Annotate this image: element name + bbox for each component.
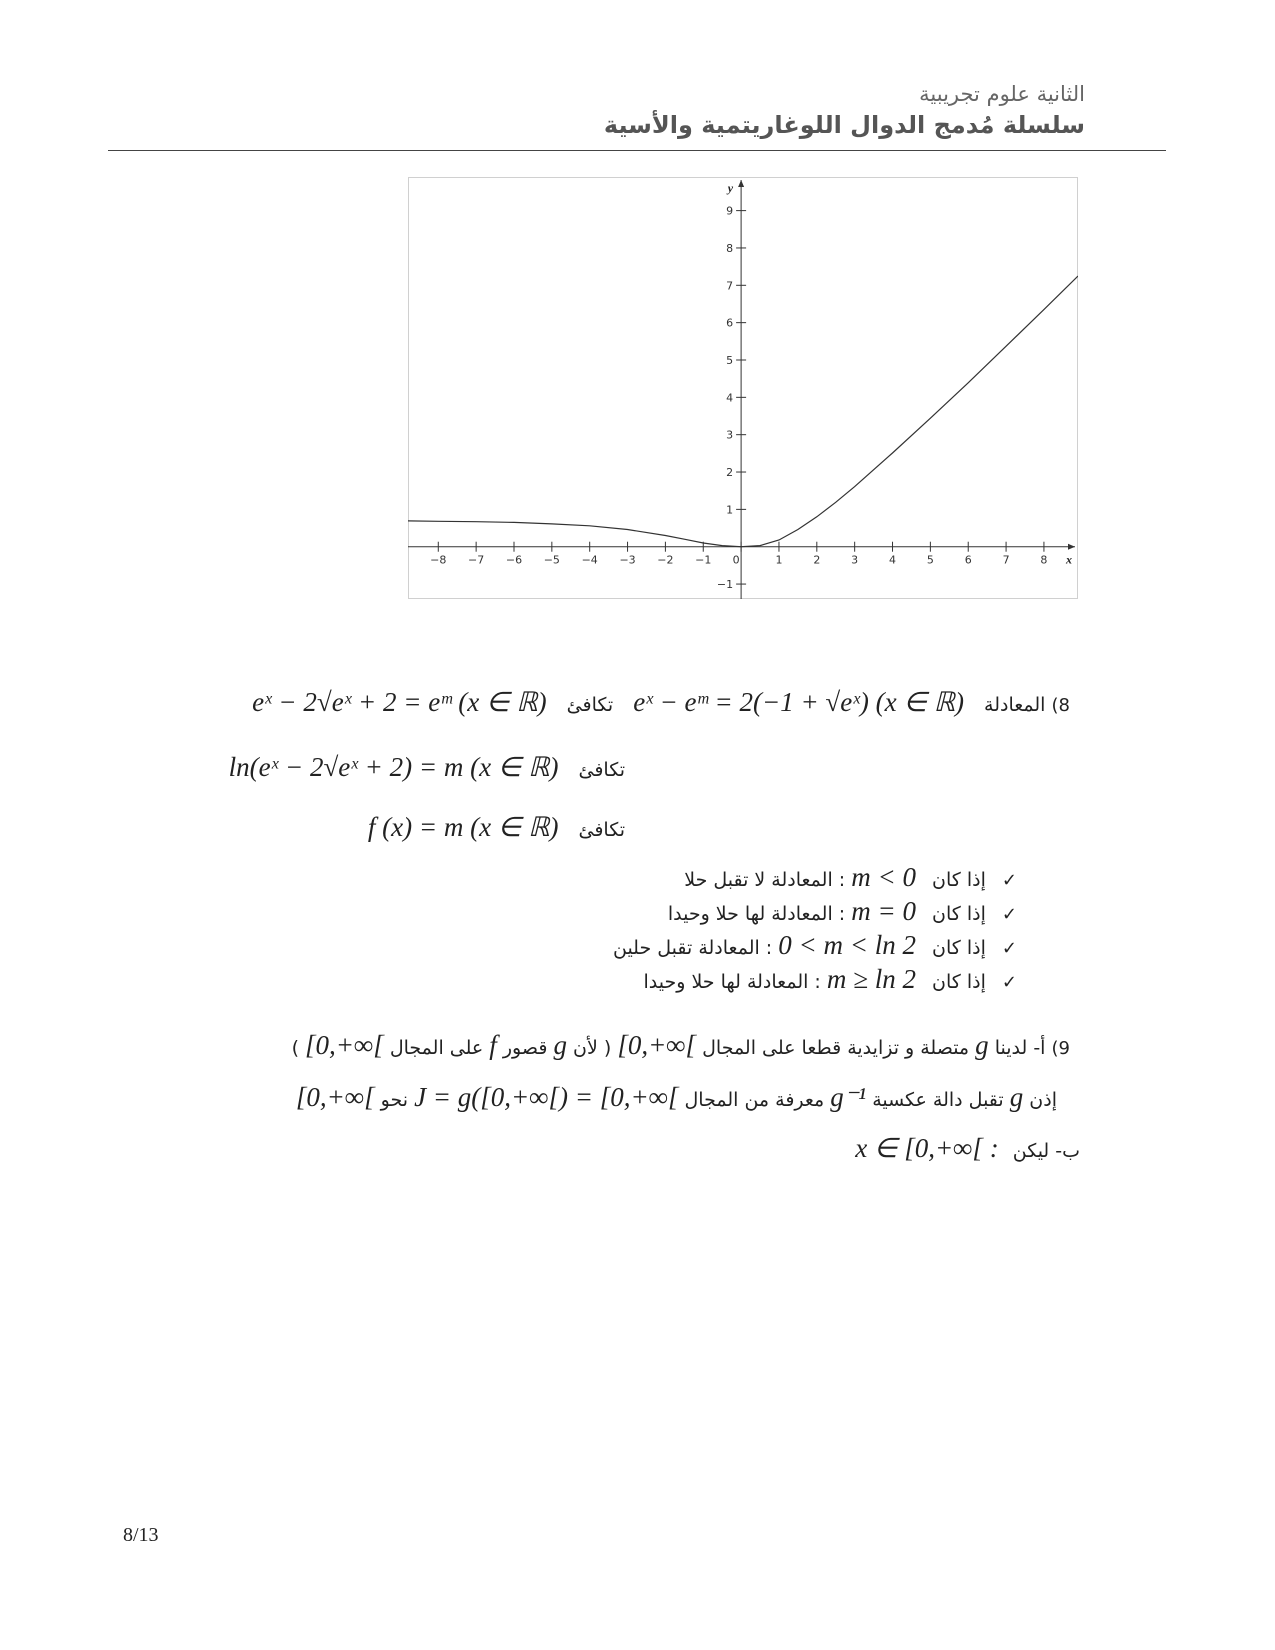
x-tick-label: 0: [732, 553, 740, 567]
x-tick-label: −7: [468, 553, 485, 567]
case-result: : المعادلة لها حلا وحيدا: [667, 903, 846, 925]
series-title: سلسلة مُدمج الدوال اللوغاريتمية والأسية: [603, 111, 1085, 139]
x-tick-label: 6: [964, 553, 972, 567]
y-tick-label: 9: [726, 204, 734, 218]
x-tick-label: 2: [813, 553, 821, 567]
x-tick-label: 3: [851, 553, 859, 567]
q9-interval: [0,+∞[: [617, 1030, 697, 1060]
q8-case-4: [644, 964, 1018, 995]
x-tick-label: 7: [1002, 553, 1010, 567]
case-result: : المعادلة لها حلا وحيدا: [643, 971, 821, 993]
q9-equation-j: J = g([0,+∞[) = [0,+∞[: [414, 1082, 679, 1112]
x-tick-label: −4: [581, 553, 598, 567]
page-number: 8/13: [123, 1524, 159, 1546]
q9-text-7: إذن: [1029, 1089, 1057, 1111]
x-axis-label: x: [1066, 552, 1072, 567]
x-tick-label: 5: [926, 553, 934, 567]
plot-frame: [409, 178, 1078, 599]
q9-line-2: [296, 1082, 1057, 1113]
q9-g-2: g: [553, 1030, 567, 1060]
x-tick-label: −3: [619, 553, 636, 567]
q8-equiv-3: تكافئ: [578, 819, 625, 841]
q9-g-inverse: g⁻¹: [830, 1082, 867, 1112]
level-subtitle: الثانية علوم تجريبية: [919, 82, 1085, 106]
q8-equation-f: f (x) = m (x ∈ ℝ): [367, 812, 559, 842]
y-tick-label: 2: [726, 466, 734, 480]
q8-case-2: [668, 896, 1017, 927]
y-tick-label: 7: [726, 279, 734, 293]
check-icon: ✓: [1001, 870, 1017, 891]
q8-label: المعادلة: [984, 694, 1046, 716]
q8-case-1: [684, 862, 1017, 893]
check-icon: ✓: [1001, 972, 1017, 993]
x-tick-label: −2: [657, 553, 674, 567]
case-condition: m < 0: [851, 862, 916, 892]
case-if: إذا كان: [932, 869, 986, 891]
q8-number: 8): [1051, 695, 1070, 716]
y-tick-label: 4: [726, 391, 734, 405]
y-tick-label: 6: [726, 316, 734, 330]
q9-g-3: g: [1009, 1082, 1024, 1112]
x-tick-label: −1: [695, 553, 712, 567]
q8-equiv-2: تكافئ: [578, 759, 625, 781]
x-tick-label: 1: [775, 553, 783, 567]
q9-text-2: متصلة و تزايدية قطعا على المجال: [702, 1037, 970, 1059]
x-tick-label: 8: [1040, 553, 1048, 567]
case-if: إذا كان: [932, 971, 986, 993]
q9-number: 9): [1051, 1038, 1070, 1059]
q9-text-8: تقبل دالة عكسية: [872, 1089, 1004, 1111]
q9-text-6: ): [291, 1037, 299, 1059]
q9-interval-3: [0,+∞[: [295, 1082, 375, 1112]
page-header: [604, 80, 1085, 140]
q9-text-1: أ- لدينا: [994, 1037, 1046, 1059]
q8-equation-b: eˣ − 2√eˣ + 2 = eᵐ (x ∈ ℝ): [252, 687, 547, 717]
check-icon: ✓: [1001, 938, 1017, 959]
y-tick-label: 8: [726, 241, 734, 255]
q9-text-10: نحو: [380, 1089, 409, 1111]
q8-line-1: [252, 687, 1070, 718]
case-condition: m = 0: [851, 896, 916, 926]
q9-text-3: ( لأن: [573, 1037, 612, 1059]
q8-case-3: [613, 930, 1017, 961]
case-result: : المعادلة تقبل حلين: [612, 937, 773, 959]
y-axis-label: y: [727, 181, 734, 195]
x-tick-label: −8: [430, 553, 447, 567]
q8-equation-ln: ln(eˣ − 2√eˣ + 2) = m (x ∈ ℝ): [228, 752, 559, 782]
function-graph: [408, 177, 1078, 599]
q9-g: g: [975, 1030, 989, 1060]
case-result: : المعادلة لا تقبل حلا: [684, 869, 846, 891]
case-if: إذا كان: [932, 903, 986, 925]
q9-text-11: ب- ليكن: [1012, 1140, 1080, 1162]
q9-x-domain: x ∈ [0,+∞[ :: [855, 1133, 999, 1163]
check-icon: ✓: [1001, 904, 1017, 925]
q8-line-3: [368, 812, 625, 843]
x-tick-label: 4: [889, 553, 897, 567]
header-divider: [108, 150, 1166, 151]
q9-line-3: [855, 1133, 1080, 1164]
y-tick-label: 1: [726, 503, 734, 517]
y-tick-label: −1: [716, 578, 734, 592]
case-if: إذا كان: [932, 937, 986, 959]
q8-line-2: [229, 752, 625, 783]
x-tick-label: −6: [505, 553, 523, 567]
case-condition: 0 < m < ln 2: [778, 930, 916, 960]
q9-interval-2: [0,+∞[: [305, 1030, 384, 1060]
y-tick-label: 3: [726, 428, 734, 442]
y-tick-label: 5: [726, 353, 734, 367]
q9-text-5: على المجال: [389, 1037, 484, 1059]
q9-text-4: قصور: [502, 1037, 548, 1059]
q9-f: f: [489, 1030, 497, 1060]
q8-equation-a: eˣ − eᵐ = 2(−1 + √eˣ) (x ∈ ℝ): [633, 687, 964, 717]
q8-equiv-1: تكافئ: [566, 694, 614, 716]
q9-line-1: [292, 1030, 1070, 1061]
x-tick-label: −5: [543, 553, 560, 567]
q9-text-9: معرفة من المجال: [684, 1089, 825, 1111]
case-condition: m ≥ ln 2: [826, 964, 916, 994]
